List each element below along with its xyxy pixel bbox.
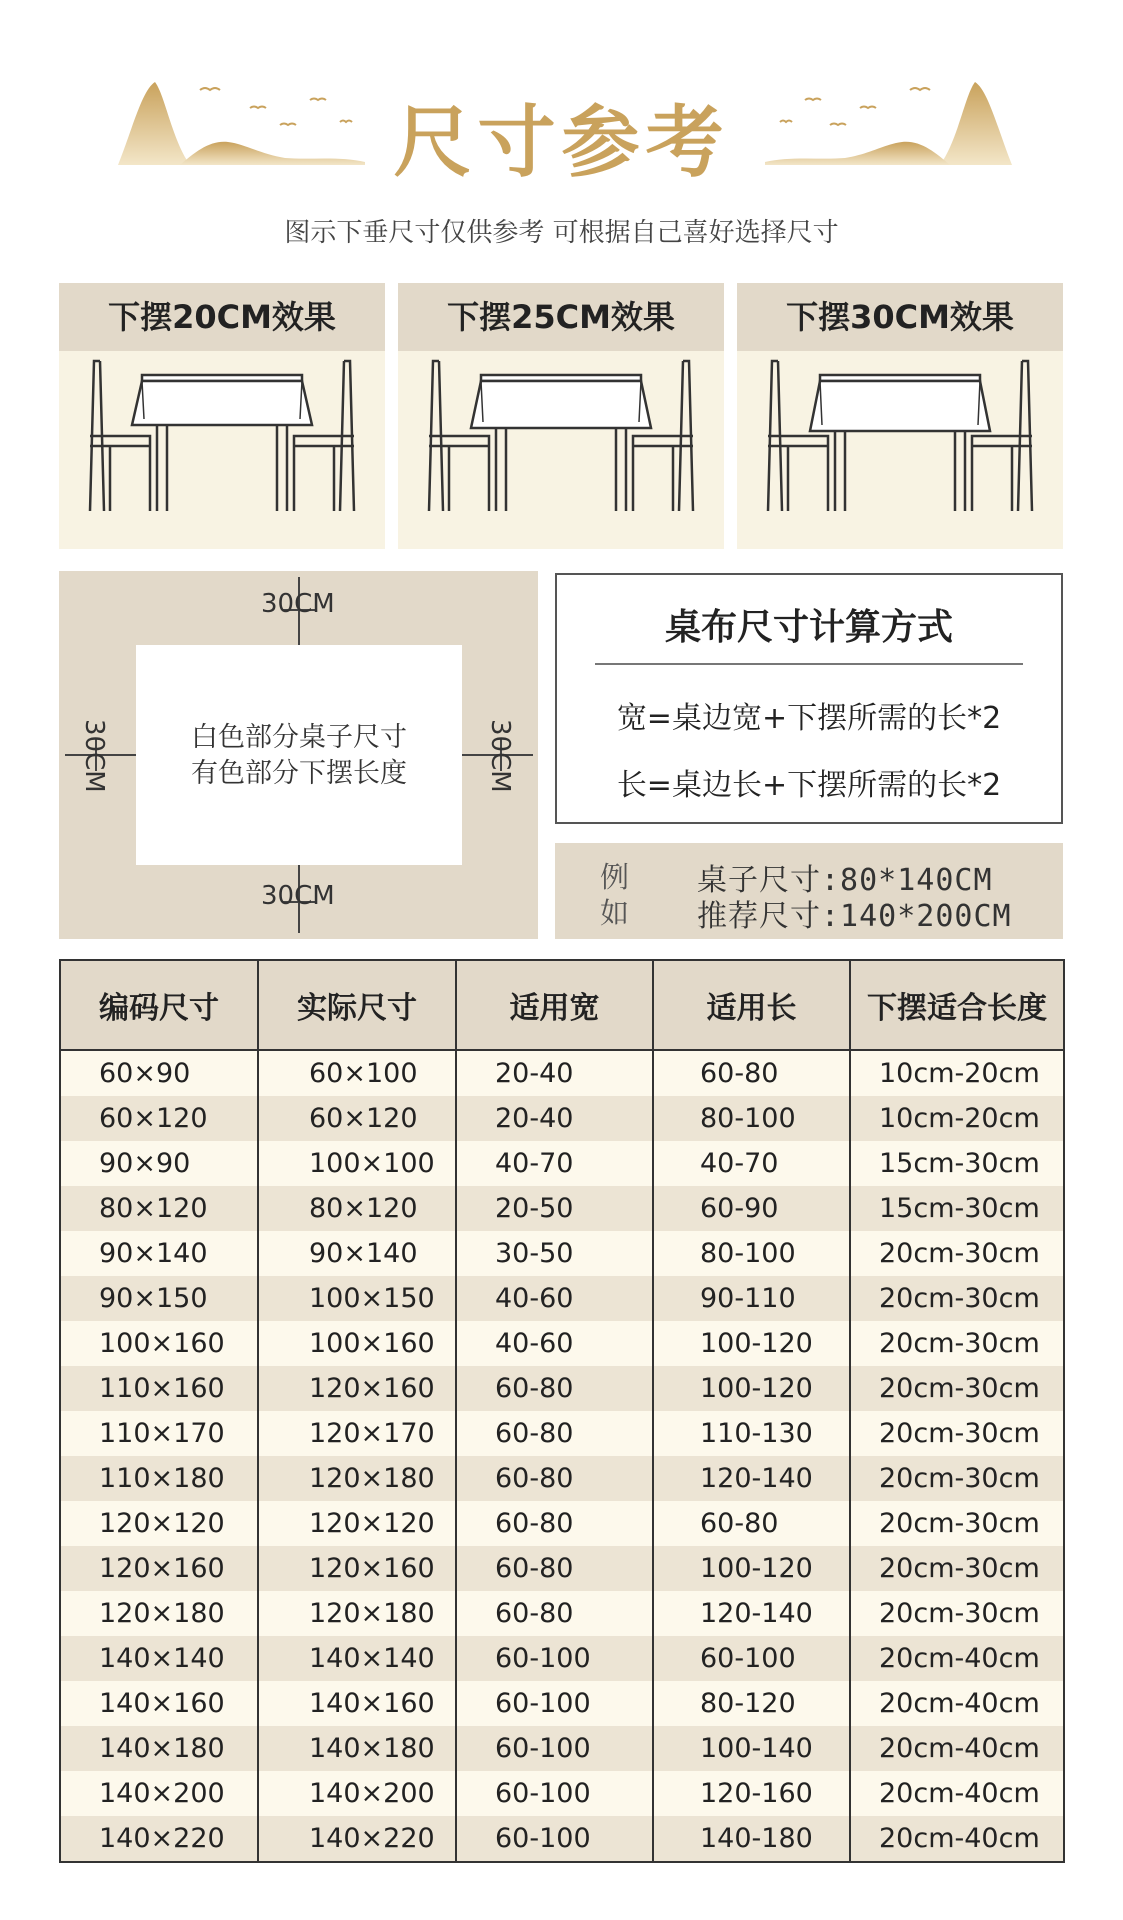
table-cell: [60, 1411, 258, 1456]
table-cell-value: 100-120: [700, 1328, 813, 1359]
table-cell: [653, 1726, 850, 1771]
table-cell: [850, 1321, 1064, 1366]
table-cell: [456, 1636, 653, 1681]
table-cell: [653, 1681, 850, 1726]
table-cell: [258, 1366, 456, 1411]
table-chairs-illustration: [411, 351, 711, 541]
table-cell: [258, 1726, 456, 1771]
table-cell: [258, 1411, 456, 1456]
table-cell: [258, 1591, 456, 1636]
size-table: [59, 959, 1065, 1863]
tablecloth-size-diagram: [59, 571, 538, 939]
table-cell-value: 20cm-30cm: [879, 1238, 1040, 1269]
table-cell: [850, 1501, 1064, 1546]
table-cell: [258, 1501, 456, 1546]
table-cell-value: 140×140: [99, 1643, 225, 1674]
table-cell-value: 100-120: [700, 1553, 813, 1584]
formula-length: 长=桌边长+下摆所需的长*2: [616, 768, 1002, 803]
table-cell: [60, 1096, 258, 1141]
table-cell-value: 80-100: [700, 1238, 796, 1269]
table-cell: [850, 1411, 1064, 1456]
table-chairs-illustration: [750, 351, 1050, 541]
table-cell: [456, 1411, 653, 1456]
table-cell-value: 60-100: [495, 1733, 591, 1764]
table-row: [60, 1141, 1064, 1186]
table-cell: [60, 1456, 258, 1501]
table-cell-value: 90×150: [99, 1283, 208, 1314]
table-cell-value: 20cm-30cm: [879, 1328, 1040, 1359]
table-cell-value: 140×180: [309, 1733, 435, 1764]
panel-label: 下摆20CM效果: [59, 283, 385, 351]
table-cell-value: 20-50: [495, 1193, 574, 1224]
table-cell-value: 60-80: [495, 1418, 574, 1449]
table-cell: [653, 1231, 850, 1276]
divider: [595, 663, 1023, 665]
table-cell-value: 60-80: [495, 1598, 574, 1629]
tablecloth: [132, 381, 312, 425]
panel-label: 下摆25CM效果: [398, 283, 724, 351]
table-cell: [456, 1591, 653, 1636]
table-cell: [850, 1050, 1064, 1096]
table-cell: [850, 1456, 1064, 1501]
table-cell-value: 60×90: [99, 1058, 191, 1089]
table-cell-value: 80×120: [99, 1193, 208, 1224]
table-cell: [850, 1636, 1064, 1681]
table-cell: [653, 1546, 850, 1591]
example-recommended: 推荐尺寸:140*200CM: [697, 899, 1012, 934]
table-cell-value: 20cm-40cm: [879, 1733, 1040, 1764]
table-cell-value: 10cm-20cm: [879, 1103, 1040, 1134]
table-area: [136, 645, 462, 865]
table-row: [60, 1456, 1064, 1501]
table-cell: [60, 1771, 258, 1816]
table-cell: [60, 1636, 258, 1681]
table-cell: [60, 1546, 258, 1591]
table-cell-value: 120×180: [309, 1598, 435, 1629]
table-row: [60, 1636, 1064, 1681]
table-cell-value: 90×90: [99, 1148, 191, 1179]
table-cell-value: 60×100: [309, 1058, 418, 1089]
table-cell: [850, 1366, 1064, 1411]
table-cell: [60, 1501, 258, 1546]
table-cell-value: 140-180: [700, 1823, 813, 1854]
table-cell: [653, 1771, 850, 1816]
table-cell-value: 60×120: [99, 1103, 208, 1134]
table-row: [60, 1050, 1064, 1096]
table-cell: [258, 1231, 456, 1276]
table-cell-value: 110-130: [700, 1418, 813, 1449]
formula-box: [555, 573, 1063, 824]
table-cell-value: 60-80: [495, 1508, 574, 1539]
table-cell: [60, 1231, 258, 1276]
table-cell: [456, 1771, 653, 1816]
table-cell: [850, 1231, 1064, 1276]
panel-drop-30: [737, 283, 1063, 549]
table-cell: [456, 1456, 653, 1501]
header-fit-length: 适用长: [653, 960, 850, 1050]
table-cell: [456, 1186, 653, 1231]
table-cell: [850, 1591, 1064, 1636]
table-cell-value: 20cm-30cm: [879, 1418, 1040, 1449]
table-cell-value: 120×170: [309, 1418, 435, 1449]
table-row: [60, 1186, 1064, 1231]
table-cell-value: 30-50: [495, 1238, 574, 1269]
table-cell: [850, 1186, 1064, 1231]
table-cell-value: 90×140: [99, 1238, 208, 1269]
page-title: 尺寸参考: [393, 97, 730, 188]
table-cell: [456, 1050, 653, 1096]
table-cell: [258, 1546, 456, 1591]
table-row: [60, 1411, 1064, 1456]
table-cell-value: 20cm-40cm: [879, 1643, 1040, 1674]
table-cell-value: 110×160: [99, 1373, 225, 1404]
table-cell: [456, 1276, 653, 1321]
table-cell: [258, 1276, 456, 1321]
table-cell: [456, 1231, 653, 1276]
table-cell-value: 140×200: [99, 1778, 225, 1809]
table-cell: [60, 1816, 258, 1862]
dimension-label-right: 30CM: [485, 719, 515, 793]
table-cell: [258, 1456, 456, 1501]
table-cell-value: 120×180: [99, 1598, 225, 1629]
table-cell: [850, 1771, 1064, 1816]
table-cell-value: 100×160: [99, 1328, 225, 1359]
table-cell-value: 15cm-30cm: [879, 1193, 1040, 1224]
table-cell-value: 120-160: [700, 1778, 813, 1809]
table-cell-value: 140×220: [309, 1823, 435, 1854]
table-cell-value: 110×170: [99, 1418, 225, 1449]
table-cell-value: 60-90: [700, 1193, 779, 1224]
diagram-line-2: 有色部分下摆长度: [191, 758, 407, 789]
table-cell-value: 140×200: [309, 1778, 435, 1809]
table-cell-value: 60×120: [309, 1103, 418, 1134]
table-cell: [258, 1681, 456, 1726]
table-cell-value: 100-140: [700, 1733, 813, 1764]
table-cell: [850, 1276, 1064, 1321]
table-cell: [653, 1276, 850, 1321]
table-cell-value: 20cm-30cm: [879, 1553, 1040, 1584]
table-cell-value: 40-70: [700, 1148, 779, 1179]
table-cell: [258, 1771, 456, 1816]
table-cell: [60, 1726, 258, 1771]
table-cell-value: 40-70: [495, 1148, 574, 1179]
table-cell-value: 100×160: [309, 1328, 435, 1359]
table-cell: [456, 1681, 653, 1726]
table-cell-value: 20cm-40cm: [879, 1688, 1040, 1719]
table-cell-value: 100×150: [309, 1283, 435, 1314]
table-cell: [653, 1366, 850, 1411]
table-cell: [258, 1321, 456, 1366]
table-cell-value: 120×120: [309, 1508, 435, 1539]
table-cell-value: 60-80: [495, 1553, 574, 1584]
table-cell: [850, 1096, 1064, 1141]
table-cell-value: 140×160: [99, 1688, 225, 1719]
table-cell-value: 60-100: [700, 1643, 796, 1674]
table-row: [60, 1276, 1064, 1321]
table-row: [60, 1546, 1064, 1591]
panel-drop-25: [398, 283, 724, 549]
page-subtitle: 图示下垂尺寸仅供参考 可根据自己喜好选择尺寸: [284, 218, 839, 248]
table-cell: [258, 1816, 456, 1862]
table-cell-value: 80-100: [700, 1103, 796, 1134]
table-row: [60, 1591, 1064, 1636]
table-cell-value: 90-110: [700, 1283, 796, 1314]
table-cell: [850, 1141, 1064, 1186]
table-cell: [258, 1141, 456, 1186]
table-cell: [850, 1546, 1064, 1591]
table-cell: [258, 1096, 456, 1141]
table-cell-value: 140×180: [99, 1733, 225, 1764]
table-cell-value: 20cm-30cm: [879, 1598, 1040, 1629]
table-cell-value: 20cm-30cm: [879, 1463, 1040, 1494]
table-cell: [653, 1816, 850, 1862]
table-cell: [60, 1366, 258, 1411]
table-cell-value: 120-140: [700, 1598, 813, 1629]
diagram-line-1: 白色部分桌子尺寸: [191, 722, 407, 753]
table-cell: [653, 1050, 850, 1096]
formula-width: 宽=桌边宽+下摆所需的长*2: [616, 701, 1002, 736]
table-header-row: [60, 960, 1064, 1050]
table-cell-value: 120×160: [309, 1373, 435, 1404]
header-actual-size: 实际尺寸: [258, 960, 456, 1050]
mountain-decoration-right: [760, 70, 1020, 170]
table-cell-value: 15cm-30cm: [879, 1148, 1040, 1179]
table-row: [60, 1726, 1064, 1771]
table-cell-value: 120×160: [99, 1553, 225, 1584]
tablecloth: [810, 381, 990, 431]
table-cell-value: 60-80: [700, 1058, 779, 1089]
table-cell-value: 110×180: [99, 1463, 225, 1494]
table-cell-value: 60-80: [495, 1463, 574, 1494]
dimension-label-left: 30CM: [79, 719, 109, 793]
table-cell: [60, 1591, 258, 1636]
table-cell: [456, 1141, 653, 1186]
table-cell: [850, 1816, 1064, 1862]
table-legs: [496, 428, 626, 511]
header-fit-width: 适用宽: [456, 960, 653, 1050]
table-cell-value: 120×160: [309, 1553, 435, 1584]
table-legs: [835, 431, 965, 511]
table-cell: [258, 1050, 456, 1096]
table-cell-value: 20cm-40cm: [879, 1778, 1040, 1809]
table-cell-value: 60-100: [495, 1643, 591, 1674]
table-cell-value: 60-100: [495, 1823, 591, 1854]
table-cell: [456, 1726, 653, 1771]
example-box: [555, 843, 1063, 939]
table-cell-value: 20cm-40cm: [879, 1823, 1040, 1854]
table-row: [60, 1681, 1064, 1726]
table-row: [60, 1231, 1064, 1276]
table-cell-value: 80×120: [309, 1193, 418, 1224]
table-cell-value: 120×120: [99, 1508, 225, 1539]
tablecloth: [471, 381, 651, 428]
table-cell-value: 80-120: [700, 1688, 796, 1719]
example-label-2: 如: [600, 896, 630, 930]
table-cell: [456, 1321, 653, 1366]
table-cell: [456, 1096, 653, 1141]
panel-label: 下摆30CM效果: [737, 283, 1063, 351]
table-cell-value: 20-40: [495, 1058, 574, 1089]
table-cell: [60, 1050, 258, 1096]
table-cell: [456, 1816, 653, 1862]
table-cell: [653, 1321, 850, 1366]
table-cell-value: 140×140: [309, 1643, 435, 1674]
example-label-1: 例: [600, 860, 630, 894]
table-cell: [60, 1321, 258, 1366]
table-row: [60, 1321, 1064, 1366]
table-cell: [60, 1141, 258, 1186]
table-cell: [653, 1186, 850, 1231]
table-cell: [258, 1186, 456, 1231]
table-cell-value: 100-120: [700, 1373, 813, 1404]
header-drop-length: 下摆适合长度: [850, 960, 1064, 1050]
table-cell: [456, 1501, 653, 1546]
table-cell: [653, 1096, 850, 1141]
table-legs: [157, 425, 287, 511]
table-cell-value: 140×160: [309, 1688, 435, 1719]
formula-title: 桌布尺寸计算方式: [664, 607, 953, 648]
table-cell-value: 20cm-30cm: [879, 1508, 1040, 1539]
table-cell: [653, 1141, 850, 1186]
table-cell: [653, 1501, 850, 1546]
table-cell: [653, 1411, 850, 1456]
table-cell: [850, 1726, 1064, 1771]
table-cell-value: 90×140: [309, 1238, 418, 1269]
table-row: [60, 1771, 1064, 1816]
table-cell-value: 60-80: [700, 1508, 779, 1539]
table-cell-value: 60-100: [495, 1688, 591, 1719]
header-code-size: 编码尺寸: [60, 960, 258, 1050]
table-cell-value: 10cm-20cm: [879, 1058, 1040, 1089]
table-cell: [456, 1546, 653, 1591]
table-cell-value: 120×180: [309, 1463, 435, 1494]
dimension-label-top: 30CM: [261, 589, 335, 619]
table-cell-value: 40-60: [495, 1283, 574, 1314]
table-cell: [653, 1591, 850, 1636]
table-chairs-illustration: [72, 351, 372, 541]
table-cell-value: 140×220: [99, 1823, 225, 1854]
example-table-size: 桌子尺寸:80*140CM: [697, 863, 993, 898]
table-cell: [258, 1636, 456, 1681]
table-cell-value: 20cm-30cm: [879, 1283, 1040, 1314]
table-cell-value: 20cm-30cm: [879, 1373, 1040, 1404]
table-cell-value: 120-140: [700, 1463, 813, 1494]
panel-drop-20: [59, 283, 385, 549]
table-cell: [850, 1681, 1064, 1726]
table-cell-value: 60-100: [495, 1778, 591, 1809]
table-cell-value: 40-60: [495, 1328, 574, 1359]
table-cell-value: 100×100: [309, 1148, 435, 1179]
dimension-label-bottom: 30CM: [261, 881, 335, 911]
table-row: [60, 1366, 1064, 1411]
table-row: [60, 1501, 1064, 1546]
table-cell-value: 60-80: [495, 1373, 574, 1404]
table-cell: [653, 1636, 850, 1681]
table-row: [60, 1096, 1064, 1141]
table-cell: [60, 1276, 258, 1321]
table-row: [60, 1816, 1064, 1862]
table-cell-value: 20-40: [495, 1103, 574, 1134]
table-cell: [653, 1456, 850, 1501]
table-cell: [60, 1186, 258, 1231]
table-cell: [456, 1366, 653, 1411]
table-cell: [60, 1681, 258, 1726]
